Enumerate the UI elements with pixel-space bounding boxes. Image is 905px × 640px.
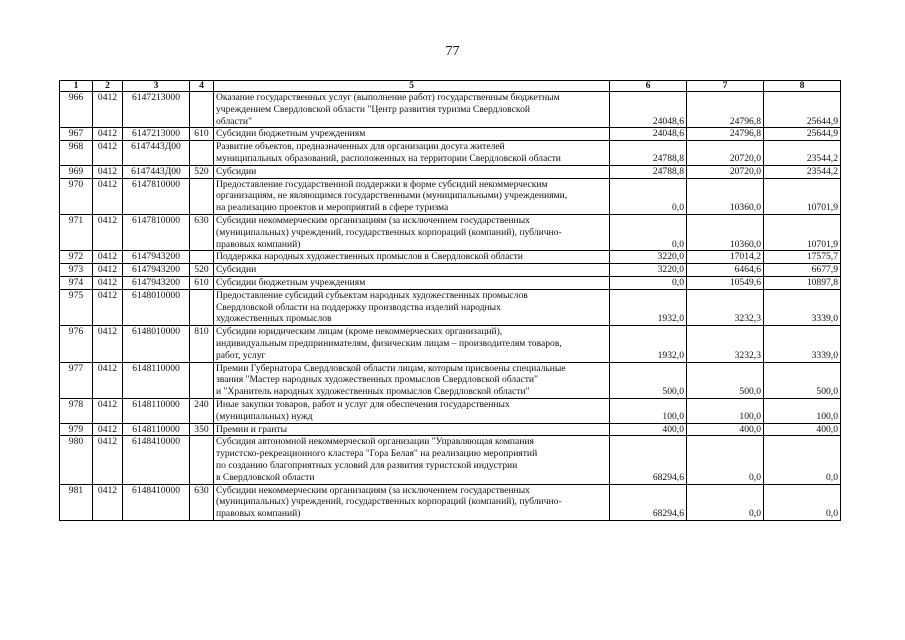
expense-type-code: 610: [190, 276, 214, 289]
table-row: [60, 398, 841, 423]
description-line: в Свердловской области: [216, 471, 315, 483]
amount-col-7: 3232,3: [687, 326, 764, 362]
table-row: [60, 436, 841, 484]
target-code: 6147213000: [123, 128, 190, 141]
table-row: [60, 165, 841, 178]
row-number: 975: [60, 289, 93, 325]
description-line: индивидуальным предпринимателям, физическим лицам – производителям товаров,: [216, 337, 562, 349]
description-line: Свердловской области на поддержку производства изделий народных: [216, 301, 501, 313]
section-code: 0412: [93, 289, 123, 325]
amount-col-7: 3232,3: [687, 289, 764, 325]
description-line: (муниципальных) учреждений, государственных корпораций (компаний), публично-: [216, 226, 562, 238]
table-row: [60, 289, 841, 325]
description-line: по созданию благоприятных условий для развития туристской индустрии: [216, 459, 518, 471]
description-line: Субсидии: [216, 264, 257, 276]
amount-col-8: 6677,9: [764, 264, 841, 277]
expense-type-code: [190, 141, 214, 166]
description-line: Субсидии юридическим лицам (кроме некоммерческих организаций),: [216, 326, 503, 338]
expense-type-code: 810: [190, 326, 214, 362]
amount-col-6: 1932,0: [610, 289, 687, 325]
amount-col-6: 400,0: [610, 423, 687, 436]
amount-col-7: 20720,0: [687, 141, 764, 166]
description-line: правовых компаний): [216, 238, 301, 250]
row-number: 968: [60, 141, 93, 166]
row-number: 981: [60, 484, 93, 520]
amount-col-6: 24048,6: [610, 92, 687, 128]
target-code: 6148110000: [123, 423, 190, 436]
section-code: 0412: [93, 276, 123, 289]
row-description: [214, 178, 610, 214]
header-row: [60, 81, 841, 92]
section-code: 0412: [93, 165, 123, 178]
column-header-8: 8: [764, 81, 841, 92]
row-number: 974: [60, 276, 93, 289]
row-description: [214, 436, 610, 484]
row-number: 979: [60, 423, 93, 436]
description-line: туристско-рекреационного кластера "Гора Белая" на реализацию мероприятий: [216, 448, 538, 460]
expense-type-code: [190, 178, 214, 214]
table-row: [60, 484, 841, 520]
amount-col-8: 400,0: [764, 423, 841, 436]
section-code: 0412: [93, 92, 123, 128]
description-line: звания "Мастер народных художественных промыслов Свердловской области": [216, 374, 538, 386]
section-code: 0412: [93, 178, 123, 214]
amount-col-6: 500,0: [610, 362, 687, 398]
description-line: художественных промыслов: [216, 313, 332, 325]
amount-col-7: 20720,0: [687, 165, 764, 178]
expense-type-code: [190, 362, 214, 398]
amount-col-7: 100,0: [687, 398, 764, 423]
row-number: 966: [60, 92, 93, 128]
amount-col-6: 68294,6: [610, 484, 687, 520]
row-description: [214, 289, 610, 325]
column-header-2: 2: [93, 81, 123, 92]
row-number: 970: [60, 178, 93, 214]
target-code: 6147810000: [123, 214, 190, 250]
amount-col-8: 23544,2: [764, 141, 841, 166]
amount-col-7: 24796,8: [687, 128, 764, 141]
table-row: [60, 276, 841, 289]
row-number: 971: [60, 214, 93, 250]
description-line: и "Хранитель народных художественных промыслов Свердловской области": [216, 386, 530, 398]
expense-type-code: [190, 92, 214, 128]
expense-type-code: [190, 289, 214, 325]
amount-col-7: 0,0: [687, 484, 764, 520]
row-description: [214, 214, 610, 250]
amount-col-8: 10897,8: [764, 276, 841, 289]
description-line: организациям, не являющимся государственными (муниципальными) учреждениями,: [216, 190, 568, 202]
description-line: муниципальных образований, расположенных на территории Свердловской области: [216, 152, 561, 164]
page-number: 77: [445, 44, 460, 59]
target-code: 6148010000: [123, 289, 190, 325]
target-code: 6147213000: [123, 92, 190, 128]
amount-col-7: 400,0: [687, 423, 764, 436]
amount-col-7: 10549,6: [687, 276, 764, 289]
row-number: 978: [60, 398, 93, 423]
description-line: (муниципальных) учреждений, государственных корпораций (компаний), публично-: [216, 496, 562, 508]
amount-col-7: 10360,0: [687, 214, 764, 250]
target-code: 6148410000: [123, 436, 190, 484]
section-code: 0412: [93, 128, 123, 141]
amount-col-8: 0,0: [764, 436, 841, 484]
amount-col-8: 23544,2: [764, 165, 841, 178]
description-line: (муниципальных) нужд: [216, 410, 313, 422]
row-description: [214, 251, 610, 264]
description-line: Предоставление субсидий субъектам народных художественных промыслов: [216, 289, 528, 301]
amount-col-7: 500,0: [687, 362, 764, 398]
amount-col-8: 3339,0: [764, 289, 841, 325]
amount-col-6: 3220,0: [610, 251, 687, 264]
row-description: [214, 423, 610, 436]
row-number: 967: [60, 128, 93, 141]
amount-col-8: 100,0: [764, 398, 841, 423]
row-number: 973: [60, 264, 93, 277]
table-row: [60, 214, 841, 250]
table-row: [60, 423, 841, 436]
section-code: 0412: [93, 251, 123, 264]
amount-col-7: 24796,8: [687, 92, 764, 128]
description-line: правовых компаний): [216, 508, 301, 520]
amount-col-8: 0,0: [764, 484, 841, 520]
amount-col-6: 24788,8: [610, 165, 687, 178]
amount-col-8: 3339,0: [764, 326, 841, 362]
row-number: 980: [60, 436, 93, 484]
table-body: [60, 92, 841, 521]
expense-type-code: 350: [190, 423, 214, 436]
description-line: Поддержка народных художественных промыслов в Свердловской области: [216, 251, 523, 263]
amount-col-6: 68294,6: [610, 436, 687, 484]
description-line: на реализацию проектов и мероприятий в сфере туризма: [216, 202, 449, 214]
description-line: Субсидия автономной некоммерческой организации "Управляющая компания: [216, 436, 534, 448]
table-row: [60, 141, 841, 166]
amount-col-7: 17014,2: [687, 251, 764, 264]
row-description: [214, 484, 610, 520]
description-line: Премии Губернатора Свердловской области лицам, которым присвоены специальные: [216, 362, 566, 374]
description-line: Субсидии некоммерческим организациям (за исключением государственных: [216, 214, 530, 226]
description-line: Субсидии бюджетным учреждениям: [216, 276, 366, 288]
section-code: 0412: [93, 423, 123, 436]
description-line: работ, услуг: [216, 349, 266, 361]
amount-col-6: 0,0: [610, 214, 687, 250]
description-line: Оказание государственных услуг (выполнение работ) государственным бюджетным: [216, 92, 560, 103]
expense-type-code: 240: [190, 398, 214, 423]
section-code: 0412: [93, 398, 123, 423]
row-description: [214, 128, 610, 141]
column-header-4: 4: [190, 81, 214, 92]
expense-type-code: 630: [190, 214, 214, 250]
column-header-6: 6: [610, 81, 687, 92]
amount-col-7: 10360,0: [687, 178, 764, 214]
table-row: [60, 251, 841, 264]
description-line: Развитие объектов, предназначенных для организации досуга жителей: [216, 141, 505, 153]
amount-col-8: 17575,7: [764, 251, 841, 264]
section-code: 0412: [93, 141, 123, 166]
section-code: 0412: [93, 484, 123, 520]
target-code: 6147443Д00: [123, 141, 190, 166]
expense-type-code: 630: [190, 484, 214, 520]
target-code: 6147943200: [123, 264, 190, 277]
row-description: [214, 276, 610, 289]
row-description: [214, 264, 610, 277]
amount-col-8: 10701,9: [764, 178, 841, 214]
table-row: [60, 178, 841, 214]
description-line: Субсидии некоммерческим организациям (за исключением государственных: [216, 484, 530, 496]
amount-col-7: 6464,6: [687, 264, 764, 277]
section-code: 0412: [93, 326, 123, 362]
expense-type-code: 610: [190, 128, 214, 141]
row-description: [214, 326, 610, 362]
expense-type-code: [190, 436, 214, 484]
amount-col-6: 0,0: [610, 276, 687, 289]
section-code: 0412: [93, 362, 123, 398]
description-line: Предоставление государственной поддержки в форме субсидий некоммерческим: [216, 178, 548, 190]
description-line: Премии и гранты: [216, 423, 288, 435]
row-description: [214, 398, 610, 423]
amount-col-6: 100,0: [610, 398, 687, 423]
row-description: [214, 362, 610, 398]
section-code: 0412: [93, 214, 123, 250]
budget-table: [59, 80, 841, 521]
section-code: 0412: [93, 264, 123, 277]
column-header-3: 3: [123, 81, 190, 92]
target-code: 6147443Д00: [123, 165, 190, 178]
table-row: [60, 128, 841, 141]
target-code: 6148410000: [123, 484, 190, 520]
column-header-5: 5: [214, 81, 610, 92]
expense-type-code: 520: [190, 264, 214, 277]
description-line: учреждением Свердловской области "Центр развития туризма Свердловской: [216, 103, 531, 115]
amount-col-8: 25644,9: [764, 128, 841, 141]
amount-col-6: 0,0: [610, 178, 687, 214]
row-number: 976: [60, 326, 93, 362]
table-row: [60, 362, 841, 398]
description-line: области": [216, 115, 252, 127]
amount-col-8: 25644,9: [764, 92, 841, 128]
description-line: Субсидии бюджетным учреждениям: [216, 128, 366, 140]
description-line: Иные закупки товаров, работ и услуг для обеспечения государственных: [216, 398, 510, 410]
row-description: [214, 141, 610, 166]
amount-col-8: 500,0: [764, 362, 841, 398]
amount-col-6: 24048,6: [610, 128, 687, 141]
description-line: Субсидии: [216, 165, 257, 177]
target-code: 6147810000: [123, 178, 190, 214]
table-row: [60, 264, 841, 277]
amount-col-6: 1932,0: [610, 326, 687, 362]
expense-type-code: [190, 251, 214, 264]
row-description: [214, 165, 610, 178]
row-number: 969: [60, 165, 93, 178]
amount-col-8: 10701,9: [764, 214, 841, 250]
expense-type-code: 520: [190, 165, 214, 178]
table-row: [60, 92, 841, 128]
row-number: 977: [60, 362, 93, 398]
table-row: [60, 326, 841, 362]
column-header-7: 7: [687, 81, 764, 92]
column-header-1: 1: [60, 81, 93, 92]
amount-col-7: 0,0: [687, 436, 764, 484]
target-code: 6148010000: [123, 326, 190, 362]
target-code: 6148110000: [123, 362, 190, 398]
amount-col-6: 24788,8: [610, 141, 687, 166]
row-description: [214, 92, 610, 128]
target-code: 6148110000: [123, 398, 190, 423]
amount-col-6: 3220,0: [610, 264, 687, 277]
target-code: 6147943200: [123, 276, 190, 289]
row-number: 972: [60, 251, 93, 264]
target-code: 6147943200: [123, 251, 190, 264]
section-code: 0412: [93, 436, 123, 484]
